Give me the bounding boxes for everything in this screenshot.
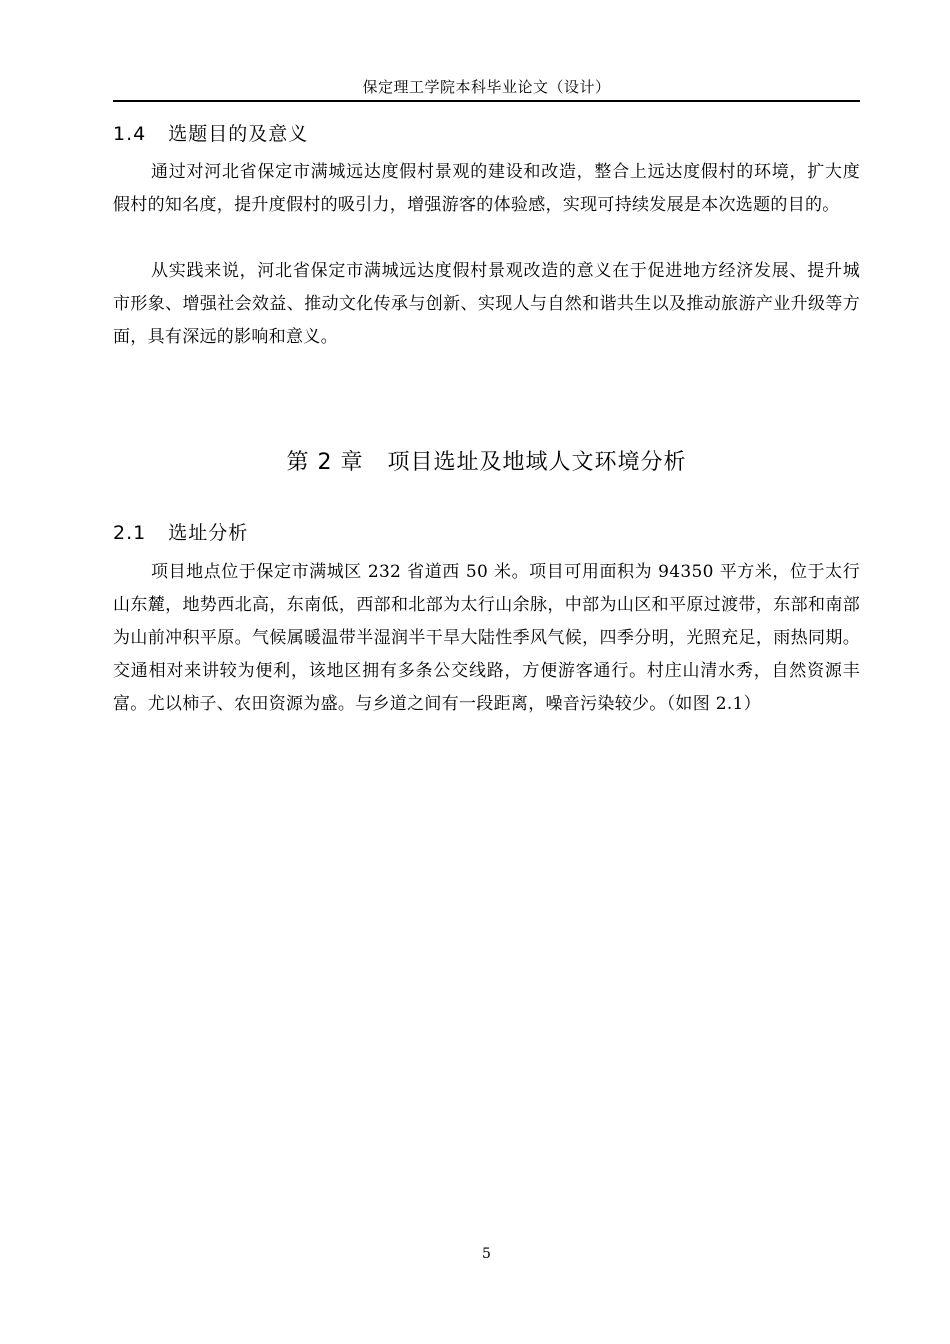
- section-title: 选题目的及意义: [168, 123, 309, 145]
- chapter-heading-2: [113, 445, 860, 476]
- section-title: 选址分析: [168, 522, 249, 544]
- header-rule: [113, 100, 860, 102]
- chapter-number: 第 2 章: [286, 450, 364, 475]
- paragraph: 通过对河北省保定市满城远达度假村景观的建设和改造，整合上远达度假村的环境，扩大度假村的知名度，提升度假村的吸引力，增强游客的体验感，实现可持续发展是本次选题的目的。: [113, 162, 860, 215]
- page-number: 5: [482, 1246, 491, 1262]
- section-heading-1-4: [113, 119, 308, 146]
- section-heading-2-1: [113, 518, 248, 545]
- running-header: 保定理工学院本科毕业论文（设计）: [362, 78, 611, 96]
- section-number: 1.4: [113, 123, 147, 145]
- paragraph: 从实践来说，河北省保定市满城远达度假村景观改造的意义在于促进地方经济发展、提升城市形象、增强社会效益、推动文化传承与创新、实现人与自然和谐共生以及推动旅游产业升级等方面，具有深远的影响和意义。: [113, 261, 860, 347]
- paragraph: 项目地点位于保定市满城区 232 省道西 50 米。项目可用面积为 94350 平方米，位于太行山东麓，地势西北高，东南低，西部和北部为太行山余脉，中部为山区和平原过渡带，东部和南部为山前冲积平原。气候属暖温带半湿润半干旱大陆性季风气候，四季分明，光照充足，雨热同期。交通相对来讲较为便利，该地区拥有多条公交线路，方便游客通行。村庄山清水秀，自然资源丰富。尤以柿子、农田资源为盛。与乡道之间有一段距离，噪音污染较少。（如图 2.1）: [113, 562, 860, 714]
- chapter-title: 项目选址及地域人文环境分析: [387, 450, 687, 475]
- section-number: 2.1: [113, 522, 147, 544]
